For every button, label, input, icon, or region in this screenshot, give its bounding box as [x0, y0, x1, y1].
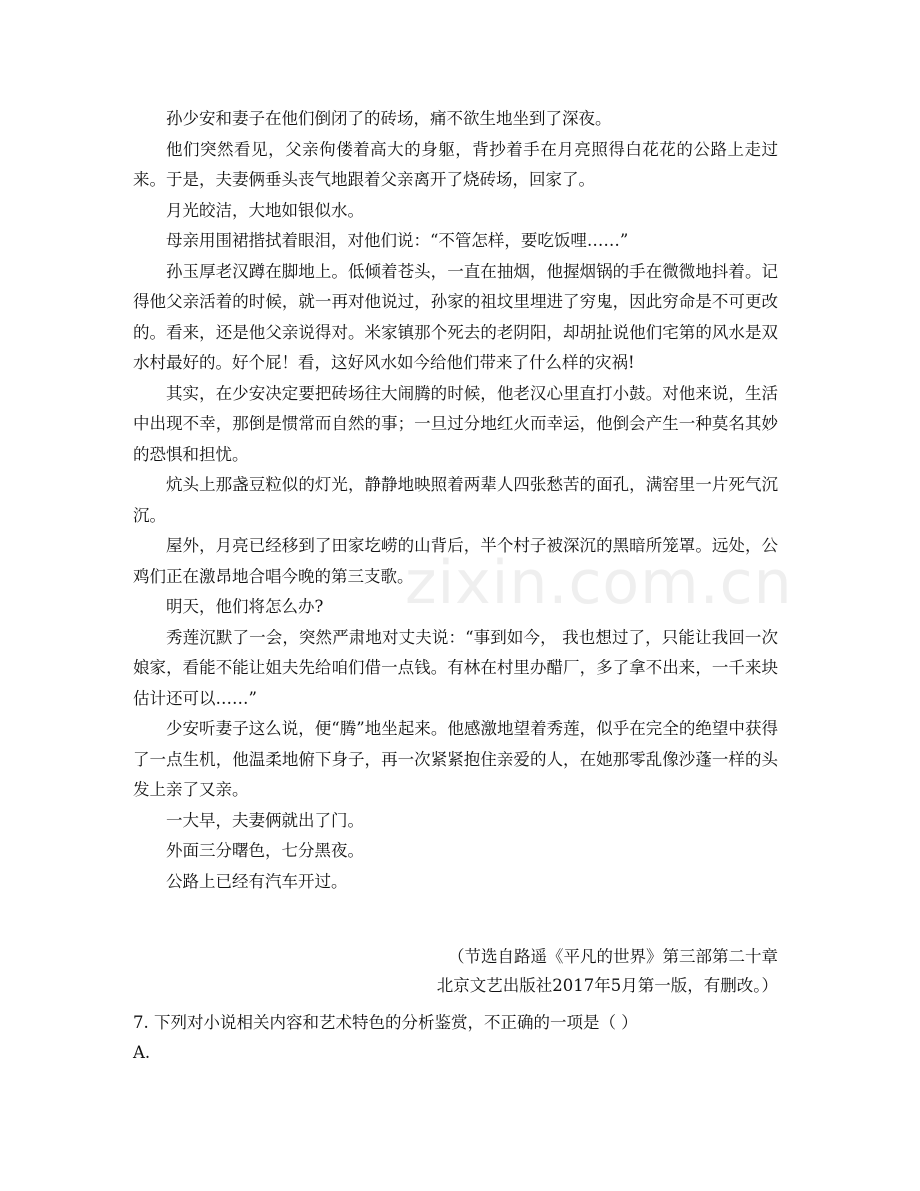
source-line-1: （节选自路遥《平凡的世界》第三部第二十章 — [448, 947, 778, 966]
paragraph: 少安听妻子这么说，便“腾”地坐起来。他感激地望着秀莲，似乎在完全的绝望中获得了一点生机，他温柔地俯下身子，再一次紧紧抱住亲爱的人，在她那零乱像沙蓬一样的头发上亲了又亲。 — [133, 719, 778, 799]
question-7: 7. 下列对小说相关内容和艺术特色的分析鉴赏，不正确的一项是（ ） — [133, 1013, 638, 1032]
paragraph: 他们突然看见，父亲佝偻着高大的身躯，背抄着手在月亮照得白花花的公路上走过来。于是，夫妻俩垂头丧气地跟着父亲离开了烧砖场，回家了。 — [133, 139, 778, 189]
option-a: A. — [133, 1043, 151, 1062]
paragraph: 秀莲沉默了一会，突然严肃地对丈夫说：“事到如今， 我也想过了，只能让我回一次娘家，看能不能让姐夫先给咱们借一点钱。有林在村里办醋厂，多了拿不出来，一千来块估计还可以……” — [133, 627, 778, 708]
paragraph: 一大早，夫妻俩就出了门。 — [166, 810, 364, 830]
paragraph: 其实，在少安决定要把砖场往大闹腾的时候，他老汉心里直打小鼓。对他来说，生活中出现不幸，那倒是惯常而自然的事；一旦过分地红火而幸运，他倒会产生一种莫名其妙的恐惧和担忧。 — [133, 383, 778, 464]
paragraph: 屋外，月亮已经移到了田家圪崂的山背后，半个村子被深沉的黑暗所笼罩。远处，公鸡们正在激昂地合唱今晚的第三支歌。 — [133, 536, 778, 586]
paragraph: 外面三分曙色，七分黑夜。 — [166, 841, 364, 860]
paragraph: 孙少安和妻子在他们倒闭了的砖场，痛不欲生地坐到了深夜。 — [166, 109, 612, 128]
source-line-2: 北京文艺出版社2017年5月第一版，有删改。） — [436, 976, 778, 995]
source-citation — [437, 942, 778, 1000]
paragraph: 明天，他们将怎么办? — [166, 597, 324, 616]
paragraph: 孙玉厚老汉蹲在脚地上。低倾着苍头，一直在抽烟，他握烟锅的手在微微地抖着。记得他父亲活着的时候，就一再对他说过，孙家的祖坟里埋进了穷鬼，因此穷命是不可更改的。看来，还是他父亲说得对。米家镇那个死去的老阴阳，却胡扯说他们宅第的风水是双水村最好的。好个屁！看，这好风水如今给他们带来了什么样的灾祸! — [133, 261, 778, 372]
paragraph: 炕头上那盏豆粒似的灯光，静静地映照着两辈人四张愁苦的面孔，满窑里一片死气沉沉。 — [133, 475, 778, 525]
paragraph: 月光皎洁，大地如银似水。 — [166, 200, 364, 220]
passage-body — [133, 104, 778, 897]
paragraph: 母亲用围裙揩拭着眼泪，对他们说：“不管怎样，要吃饭哩……” — [166, 231, 629, 250]
paragraph: 公路上已经有汽车开过。 — [166, 871, 348, 891]
watermark: zixin.com.cn — [405, 548, 793, 618]
